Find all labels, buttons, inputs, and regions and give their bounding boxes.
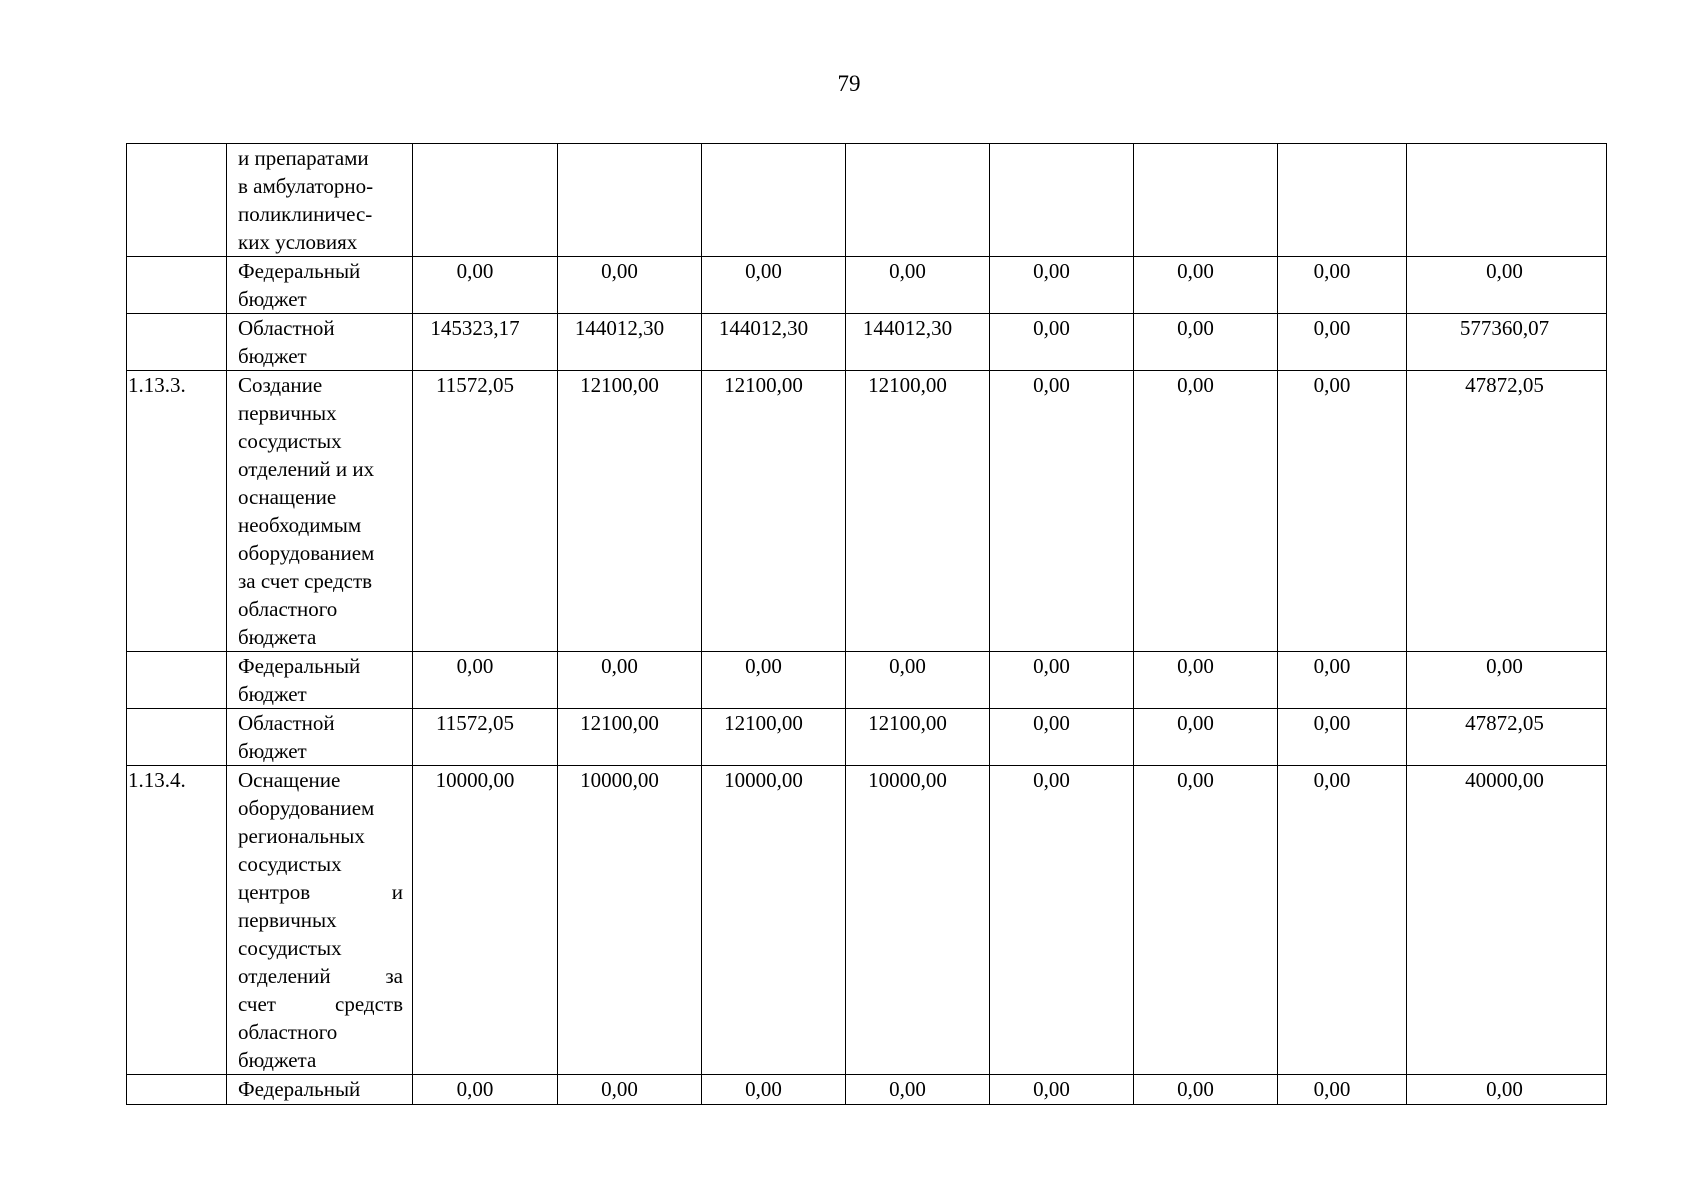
value-cell: 10000,00: [413, 766, 558, 1075]
row-name-line: в амбулаторно-: [238, 174, 374, 198]
value-cell: 0,00: [990, 766, 1134, 1075]
row-name-line: бюджет: [238, 682, 307, 706]
row-name-cell: [227, 257, 413, 314]
row-name-line: центров и: [238, 880, 403, 904]
value-cell: 10000,00: [558, 766, 702, 1075]
table-row: [127, 371, 1607, 652]
row-name-line: за счет средств: [238, 569, 373, 593]
value-cell: 0,00: [846, 257, 990, 314]
value-cell: [702, 144, 846, 257]
row-name-line: бюджета: [238, 1048, 317, 1072]
value-cell: 12100,00: [846, 371, 990, 652]
value-cell: 0,00: [1278, 709, 1407, 766]
row-name-cell: [227, 314, 413, 371]
value-cell: 577360,07: [1407, 314, 1607, 371]
row-name-line: отделений за: [238, 964, 403, 988]
row-name-line: бюджет: [238, 344, 307, 368]
value-cell: 0,00: [558, 257, 702, 314]
value-cell: 0,00: [702, 257, 846, 314]
row-name-cell: [227, 1075, 413, 1105]
value-cell: 0,00: [1278, 1075, 1407, 1105]
value-cell: 0,00: [558, 652, 702, 709]
value-cell: 0,00: [413, 257, 558, 314]
table-row: [127, 1075, 1607, 1105]
value-cell: 0,00: [1407, 1075, 1607, 1105]
row-name-line: оборудованием: [238, 796, 375, 820]
row-name-line: Областной: [238, 711, 335, 735]
row-name-cell: [227, 371, 413, 652]
row-name-line: отделений и их: [238, 457, 375, 481]
row-name-line: Федеральный: [238, 654, 361, 678]
value-cell: 47872,05: [1407, 709, 1607, 766]
value-cell: 12100,00: [558, 371, 702, 652]
value-cell: 12100,00: [702, 371, 846, 652]
row-name-line: первичных: [238, 908, 337, 932]
row-name-line: Создание: [238, 373, 323, 397]
value-cell: [1134, 144, 1278, 257]
row-name-line: областного: [238, 597, 338, 621]
value-cell: [846, 144, 990, 257]
value-cell: [558, 144, 702, 257]
row-name-line: поликлиничес-: [238, 202, 373, 226]
value-cell: 0,00: [1134, 1075, 1278, 1105]
row-name-line: счет средств: [238, 992, 403, 1016]
value-cell: 40000,00: [1407, 766, 1607, 1075]
value-cell: 0,00: [1407, 652, 1607, 709]
row-name-line: бюджет: [238, 739, 307, 763]
value-cell: 144012,30: [846, 314, 990, 371]
row-code-cell: 1.13.3.: [127, 371, 227, 652]
value-cell: 0,00: [1278, 314, 1407, 371]
table-row: [127, 709, 1607, 766]
row-name-line: оборудованием: [238, 541, 375, 565]
table-body: [127, 144, 1607, 1105]
value-cell: [413, 144, 558, 257]
row-name-line: региональных: [238, 824, 365, 848]
row-name-cell: [227, 709, 413, 766]
row-name-line: бюджет: [238, 287, 307, 311]
row-name-line: первичных: [238, 401, 337, 425]
row-code-cell: [127, 1075, 227, 1105]
row-name-cell: [227, 652, 413, 709]
row-name-line: сосудистых: [238, 936, 342, 960]
value-cell: 0,00: [1134, 371, 1278, 652]
value-cell: 0,00: [1134, 314, 1278, 371]
row-name-line: оснащение: [238, 485, 337, 509]
value-cell: 11572,05: [413, 709, 558, 766]
table-row: [127, 766, 1607, 1075]
table-row: [127, 257, 1607, 314]
budget-table: [126, 143, 1607, 1105]
row-name-line: областного: [238, 1020, 338, 1044]
value-cell: 144012,30: [558, 314, 702, 371]
row-name-line: бюджета: [238, 625, 317, 649]
value-cell: 0,00: [413, 1075, 558, 1105]
row-name-cell: [227, 766, 413, 1075]
row-name-cell: [227, 144, 413, 257]
value-cell: 144012,30: [702, 314, 846, 371]
value-cell: 0,00: [1134, 652, 1278, 709]
value-cell: 11572,05: [413, 371, 558, 652]
value-cell: [990, 144, 1134, 257]
value-cell: 145323,17: [413, 314, 558, 371]
row-code-cell: [127, 144, 227, 257]
value-cell: 0,00: [990, 652, 1134, 709]
value-cell: 0,00: [990, 314, 1134, 371]
value-cell: 47872,05: [1407, 371, 1607, 652]
row-name-line: Федеральный: [238, 259, 361, 283]
row-name-line: и препаратами: [238, 146, 369, 170]
table-row: [127, 314, 1607, 371]
value-cell: 0,00: [1278, 371, 1407, 652]
value-cell: 0,00: [558, 1075, 702, 1105]
value-cell: 0,00: [1407, 257, 1607, 314]
value-cell: 0,00: [990, 257, 1134, 314]
row-code-cell: 1.13.4.: [127, 766, 227, 1075]
value-cell: 0,00: [846, 652, 990, 709]
row-code-cell: [127, 257, 227, 314]
row-name-line: сосудистых: [238, 852, 342, 876]
value-cell: 0,00: [990, 1075, 1134, 1105]
row-name-line: Областной: [238, 316, 335, 340]
value-cell: 0,00: [1278, 257, 1407, 314]
row-name-line: ких условиях: [238, 230, 358, 254]
value-cell: 12100,00: [558, 709, 702, 766]
value-cell: 0,00: [1134, 257, 1278, 314]
value-cell: 0,00: [1278, 652, 1407, 709]
row-name-line: сосудистых: [238, 429, 342, 453]
value-cell: 0,00: [1134, 766, 1278, 1075]
value-cell: 12100,00: [702, 709, 846, 766]
row-name-line: Федеральный: [238, 1077, 361, 1101]
value-cell: [1278, 144, 1407, 257]
table-row: [127, 652, 1607, 709]
value-cell: 0,00: [990, 709, 1134, 766]
row-name-line: необходимым: [238, 513, 362, 537]
value-cell: 0,00: [846, 1075, 990, 1105]
value-cell: 0,00: [702, 1075, 846, 1105]
row-code-cell: [127, 652, 227, 709]
row-code-cell: [127, 709, 227, 766]
value-cell: 0,00: [413, 652, 558, 709]
value-cell: [1407, 144, 1607, 257]
value-cell: 10000,00: [846, 766, 990, 1075]
value-cell: 10000,00: [702, 766, 846, 1075]
value-cell: 0,00: [1278, 766, 1407, 1075]
value-cell: 0,00: [1134, 709, 1278, 766]
row-name-line: Оснащение: [238, 768, 341, 792]
value-cell: 0,00: [990, 371, 1134, 652]
value-cell: 12100,00: [846, 709, 990, 766]
table-row: [127, 144, 1607, 257]
page-number: 79: [837, 71, 861, 96]
value-cell: 0,00: [702, 652, 846, 709]
row-code-cell: [127, 314, 227, 371]
